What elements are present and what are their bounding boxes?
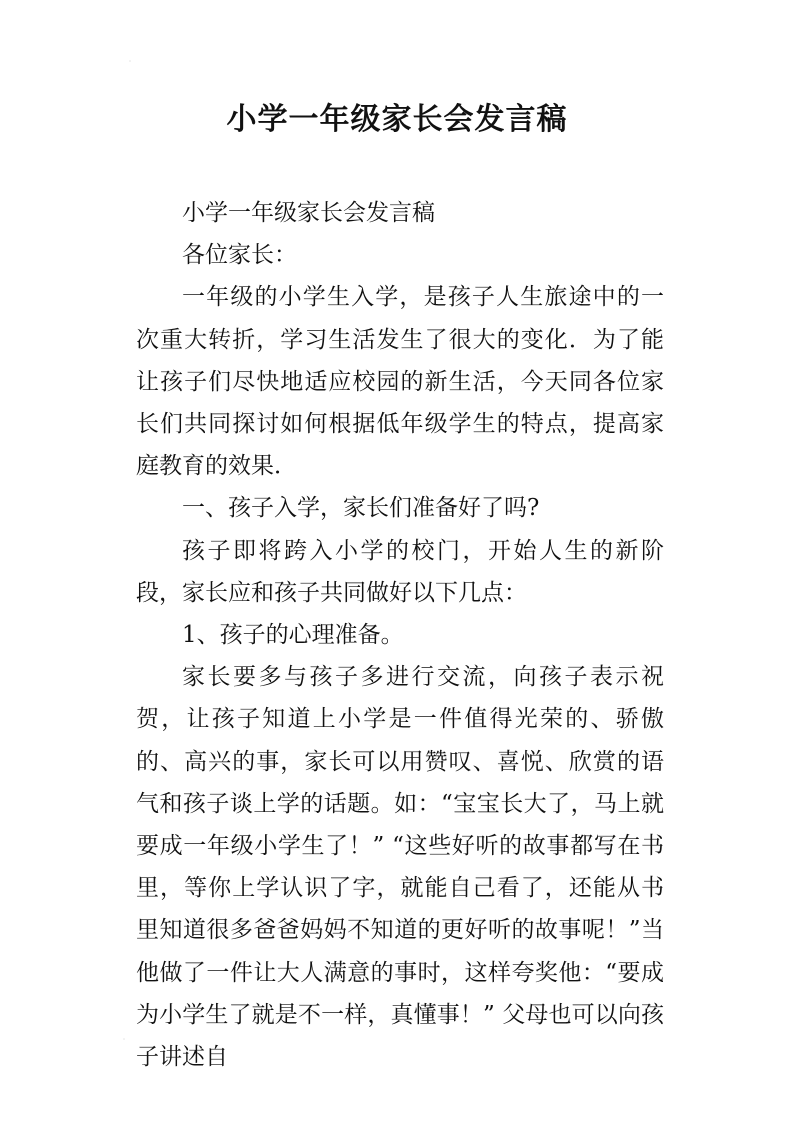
- paragraph-greeting: 各位家长：: [182, 242, 297, 269]
- paragraph-preparation: 孩子即将跨入小学的校门，开始人生的新阶段，家长应和孩子共同做好以下几点：: [136, 537, 664, 606]
- subsection-heading-1: 1、孩子的心理准备。: [182, 622, 404, 649]
- document-title: 小学一年级家长会发言稿: [226, 102, 568, 137]
- paragraph-heading: 小学一年级家长会发言稿: [182, 200, 435, 226]
- document-body: [136, 192, 664, 1078]
- paragraph-psychology: 家长要多与孩子多进行交流，向孩子表示祝贺，让孩子知道上小学是一件值得光荣的、骄傲的、高兴的事，家长可以用赞叹、喜悦、欣赏的语气和孩子谈上学的话题。如：“宝宝长大了，马上就要成一年级小学生了！” “这些好听的故事都写在书里，等你上学认识了字，就能自己看了，还能从书里知道很多爸爸妈妈不知道的更好听的故事呢！”当他做了一件让大人满意的事时，这样夸奖他：“要成为小学生了就是不一样，真懂事！” 父母也可以向孩子讲述自: [136, 664, 664, 1071]
- paragraph-intro: 一年级的小学生入学，是孩子人生旅途中的一次重大转折，学习生活发生了很大的变化．为了能让孩子们尽快地适应校园的新生活，今天同各位家长们共同探讨如何根据低年级学生的特点，提高家庭教育的效果．: [136, 284, 664, 480]
- scan-mark-bottom: ˙: [122, 1038, 126, 1047]
- scan-mark-top: ˙: [128, 60, 132, 69]
- section-heading-1: 一、孩子入学，家长们准备好了吗?: [182, 495, 540, 522]
